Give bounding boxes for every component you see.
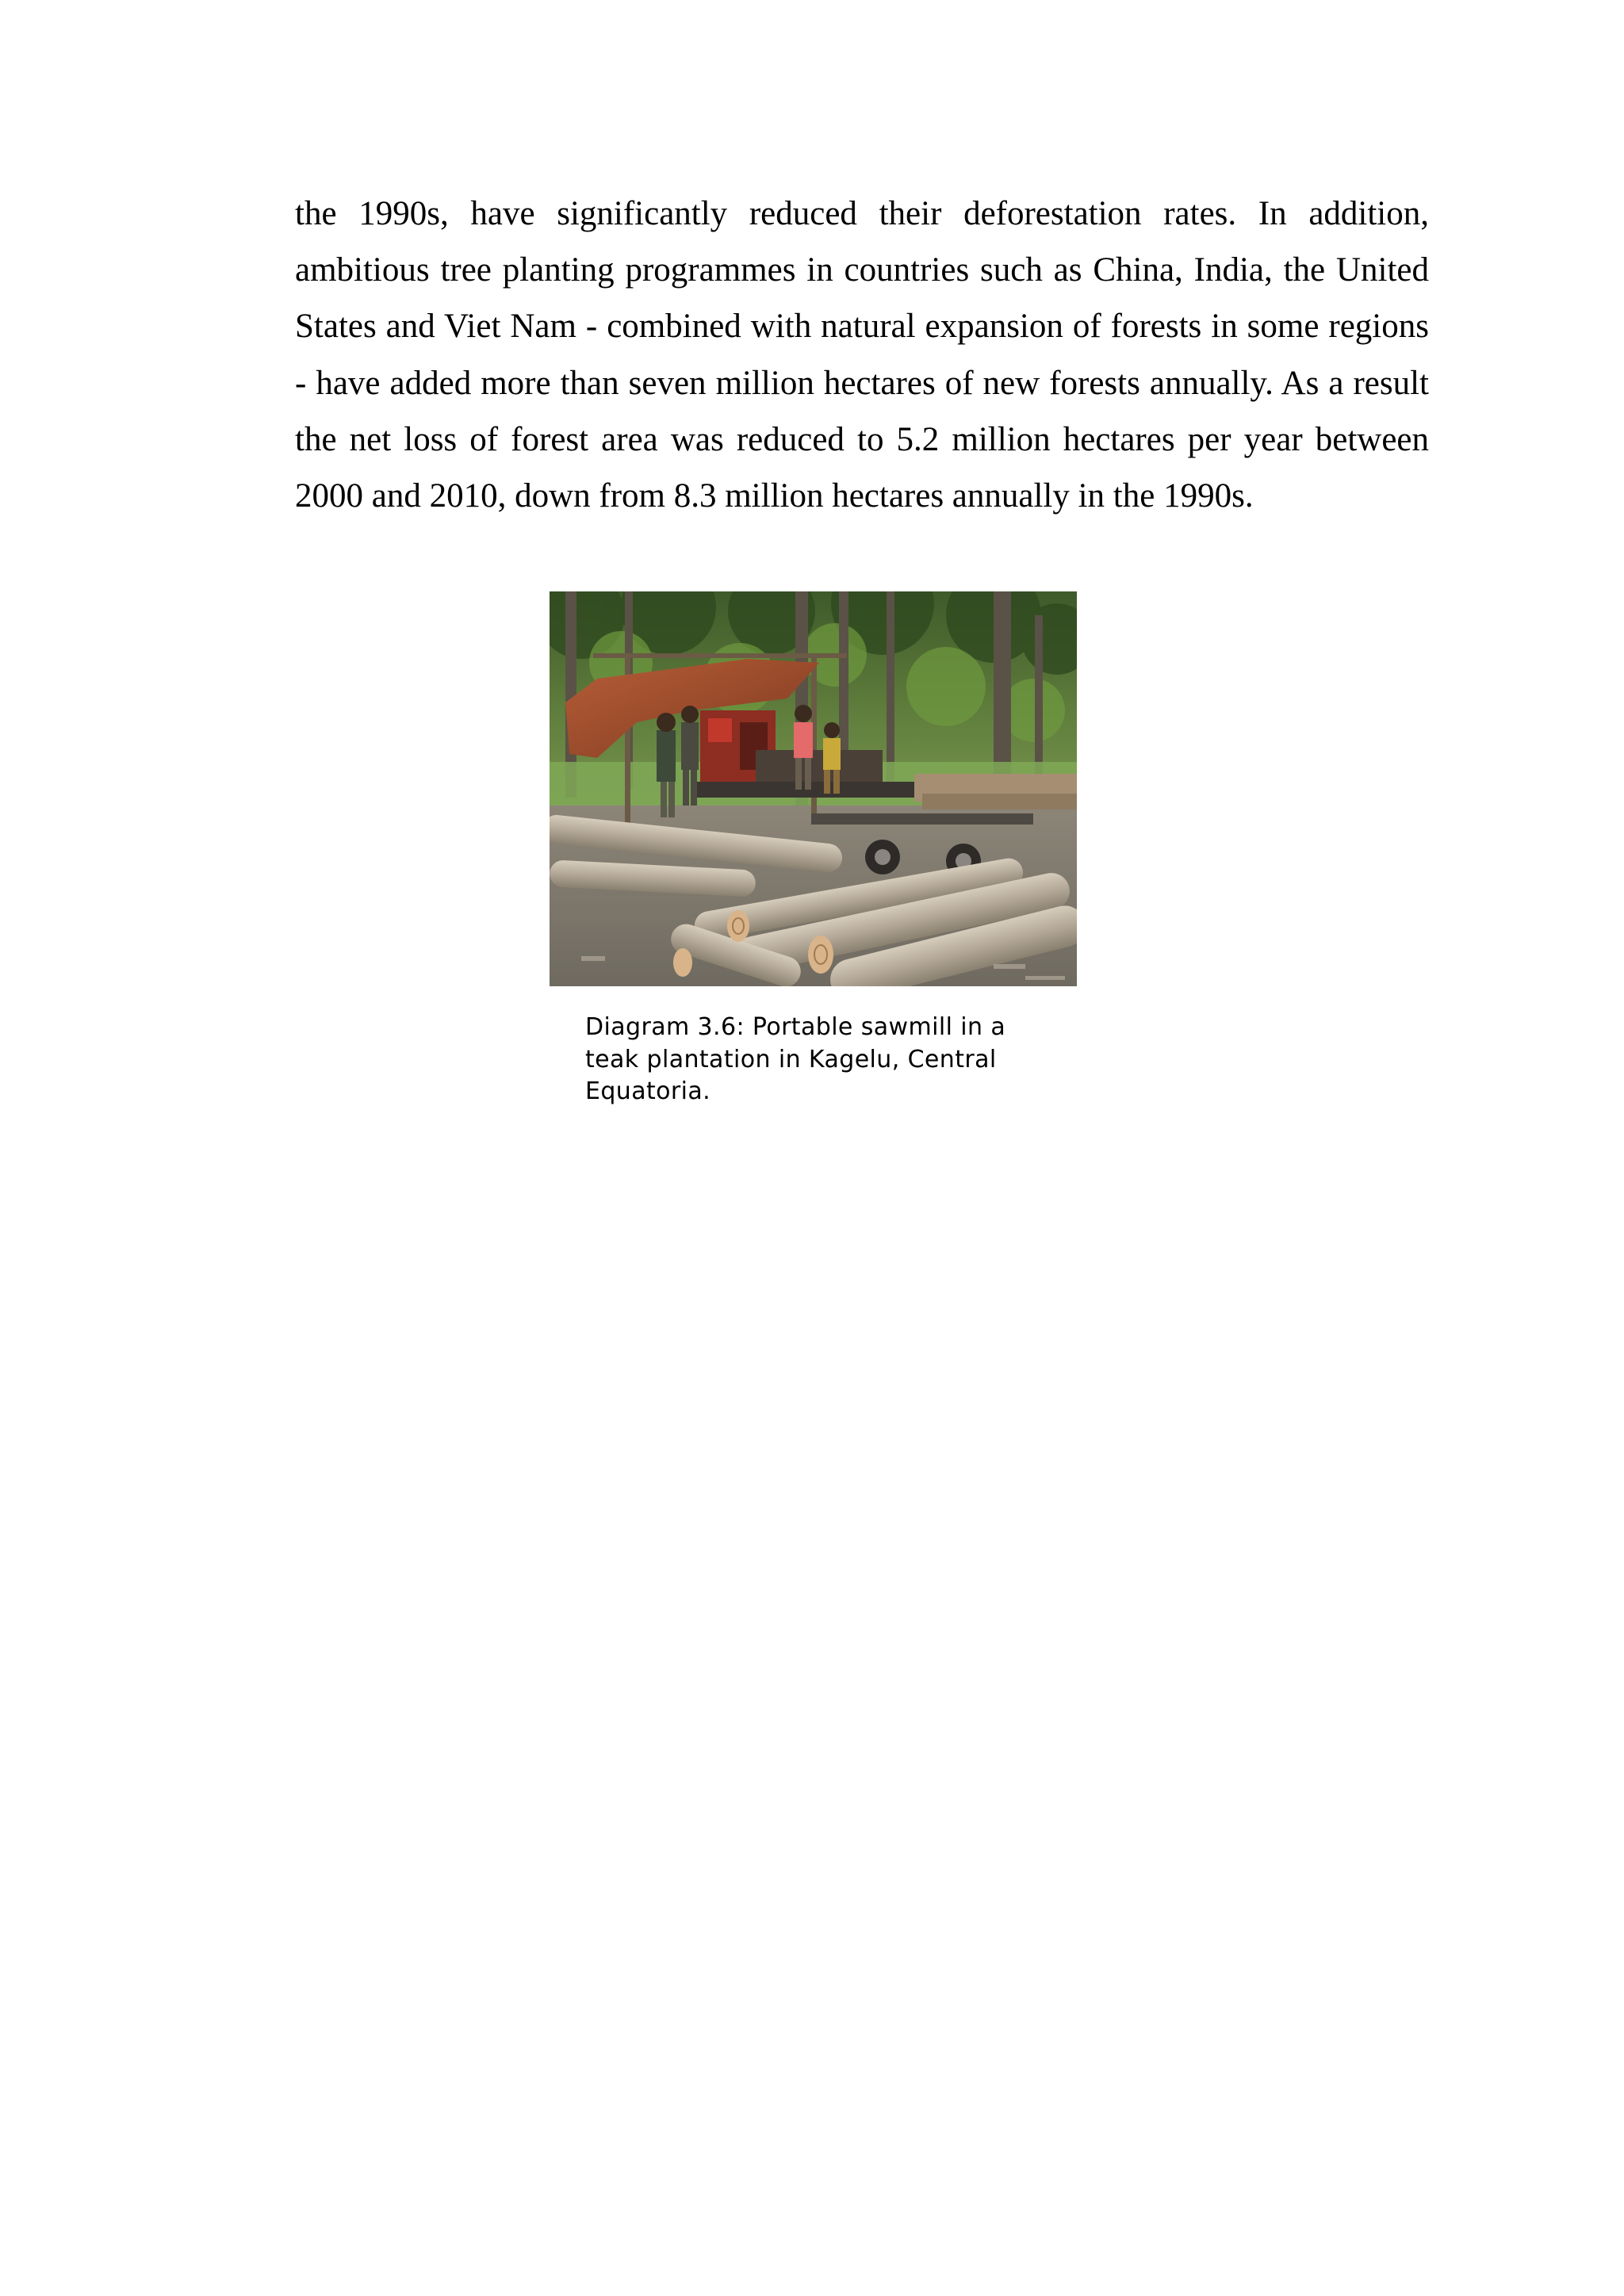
body-paragraph: the 1990s, have significantly reduced their deforestation rates. In addition, ambitious tree planting programmes in countries such as China, India, the United States and Viet Nam - combined with natural expansion of forests in some regions - have added more than seven million hectares of new forests annually. As a result the net loss of forest area was reduced to 5.2 million hectares per year between 2000 and 2010, down from 8.3 million hectares annually in the 1990s. bbox=[295, 195, 1429, 515]
figure-caption: Diagram 3.6: Portable sawmill in a teak plantation in Kagelu, Central Equatoria. bbox=[585, 1013, 1006, 1105]
sawmill-photo bbox=[550, 591, 1077, 986]
